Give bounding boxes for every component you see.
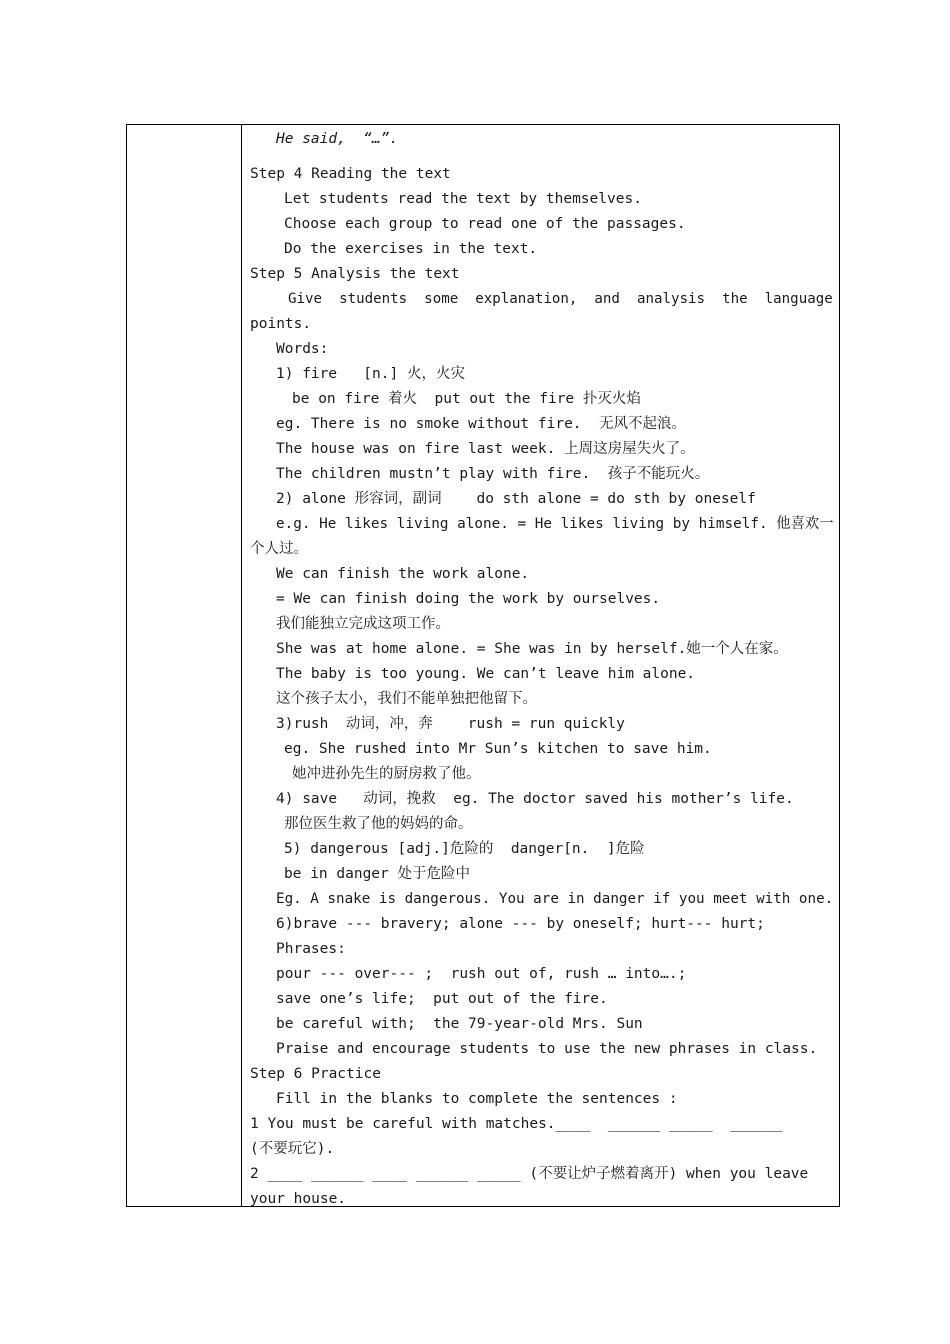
text-line: save one’s life; put out of the fire.	[276, 991, 608, 1007]
text-line: 个人过。	[250, 541, 308, 557]
text-line: 6)brave --- bravery; alone --- by oneself; hurt--- hurt;	[276, 916, 765, 932]
text-line: Do the exercises in the text.	[284, 241, 538, 257]
text-line: 那位医生救了他的妈妈的命。	[284, 816, 473, 832]
text-line: 4) save 动词，挽救 eg. The doctor saved his mother’s life.	[276, 791, 794, 807]
text-line: eg. There is no smoke without fire. 无风不起浪。	[276, 416, 686, 432]
step4-heading: Step 4 Reading the text	[250, 166, 451, 182]
text-line: e.g. He likes living alone. = He likes living by himself. 他喜欢一	[276, 516, 834, 532]
text-line: She was at home alone. = She was in by herself.她一个人在家。	[276, 641, 788, 657]
text-line: Praise and encourage students to use the new phrases in class.	[276, 1041, 818, 1057]
words-heading: Words:	[276, 341, 329, 357]
text-line: be in danger 处于危险中	[284, 866, 470, 882]
left-column-cell	[127, 125, 242, 1206]
text-line: points.	[250, 316, 312, 332]
text-line: 3)rush 动词，冲，奔 rush = run quickly	[276, 716, 625, 732]
text-line: 5) dangerous [adj.]危险的 danger[n. ]危险	[284, 841, 645, 857]
text-line: 2) alone 形容词，副词 do sth alone = do sth by oneself	[276, 491, 756, 507]
text-line: pour --- over--- ; rush out of, rush … into….;	[276, 966, 687, 982]
exercise-line: your house.	[250, 1191, 347, 1207]
text-line: Let students read the text by themselves.	[284, 191, 642, 207]
text-line: eg. She rushed into Mr Sun’s kitchen to save him.	[284, 741, 712, 757]
text-line: 她冲进孙先生的厨房救了他。	[292, 766, 481, 782]
text-line: Fill in the blanks to complete the sentences :	[276, 1091, 678, 1107]
lesson-plan-table	[126, 124, 840, 1207]
text-line: = We can finish doing the work by ourselves.	[276, 591, 661, 607]
step5-heading: Step 5 Analysis the text	[250, 266, 460, 282]
quote-example-line: He said, “…”.	[276, 131, 399, 147]
exercise-line: 1 You must be careful with matches.____ ______ _____ ______	[250, 1116, 783, 1132]
exercise-line: (不要玩它).	[250, 1141, 335, 1157]
text-line: be careful with; the 79-year-old Mrs. Sun	[276, 1016, 643, 1032]
exercise-line: 2 ____ ______ ____ ______ _____ (不要让炉子燃着离开) when you leave	[250, 1166, 809, 1182]
step6-heading: Step 6 Practice	[250, 1066, 381, 1082]
text-line: The children mustn’t play with fire. 孩子不能玩火。	[276, 466, 710, 482]
text-line: Give students some explanation, and analysis the language	[288, 291, 833, 307]
text-line: We can finish the work alone.	[276, 566, 530, 582]
phrases-heading: Phrases:	[276, 941, 346, 957]
text-line: Choose each group to read one of the passages.	[284, 216, 686, 232]
text-line: 1) fire [n.] 火，火灾	[276, 366, 465, 382]
text-line: The baby is too young. We can’t leave him alone.	[276, 666, 696, 682]
text-line: The house was on fire last week. 上周这房屋失火了。	[276, 441, 695, 457]
text-line: be on fire 着火 put out the fire 扑灭火焰	[292, 391, 641, 407]
text-line: Eg. A snake is dangerous. You are in danger if you meet with one.	[276, 891, 834, 907]
text-line: 我们能独立完成这项工作。	[276, 616, 450, 632]
text-line: 这个孩子太小，我们不能单独把他留下。	[276, 691, 537, 707]
content-cell	[242, 125, 839, 1206]
